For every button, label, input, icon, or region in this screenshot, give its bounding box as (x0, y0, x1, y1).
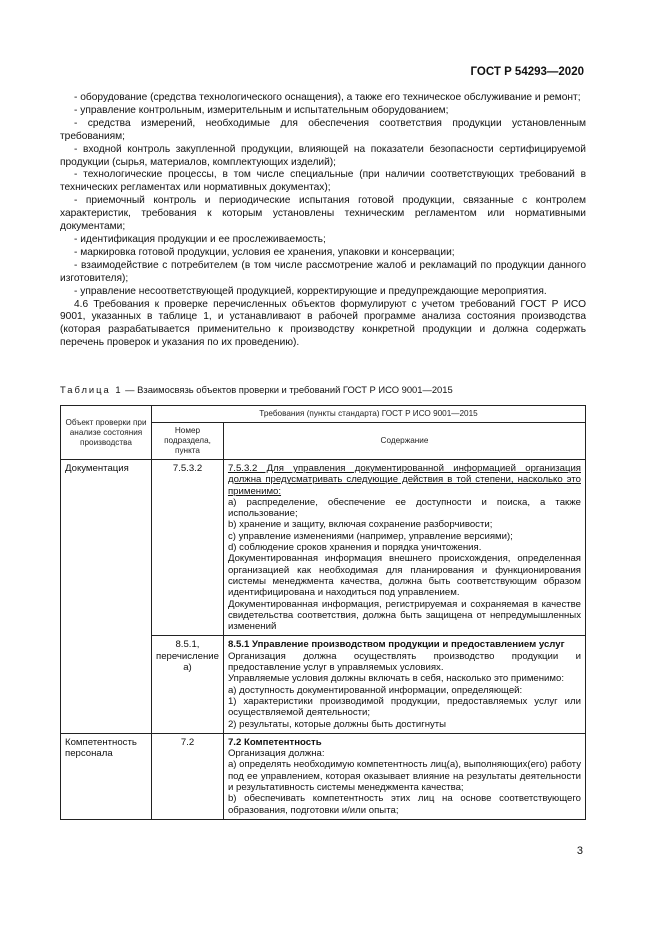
list-item: - приемочный контроль и периодические испытания готовой продукции, связанные с контролем характеристик, требования к которым установлены техническим регламентом или нормативными документами; (60, 195, 586, 233)
table-row (61, 733, 586, 819)
row-number: 7.2 (152, 733, 224, 819)
list-item: - технологические процессы, в том числе специальные (при наличии соответствующих требований в технических регламентах или нормативных документах); (60, 169, 586, 194)
list-item: - управление контрольным, измерительным и испытательным оборудованием; (74, 104, 449, 116)
content-line: а) доступность документированной информации, определяющей: (227, 684, 523, 696)
requirements-table (60, 405, 586, 820)
row-number: 8.5.1, перечисление а) (152, 636, 224, 733)
row-content (223, 636, 585, 733)
content-line: 1) характеристики производимой продукции, предоставляемых услуг или осуществляемой деятельности; (227, 695, 581, 719)
content-line: 7.2 Компетентность (227, 736, 322, 748)
header-number: Номер подраздела, пункта (152, 423, 224, 460)
row-content (223, 733, 585, 819)
content-line: 8.5.1 Управление производством продукции и предоставлением услуг (227, 639, 565, 651)
document-code: ГОСТ Р 54293—2020 (470, 66, 584, 78)
list-item: - маркировка готовой продукции, условия ее хранения, упаковки и консервации; (74, 246, 455, 258)
list-item: - управление несоответствующей продукцией, корректирующие и предупреждающие мероприятия. (74, 285, 547, 297)
list-item: - идентификация продукции и ее прослеживаемость; (74, 233, 326, 245)
header-requirements: Требования (пункты стандарта) ГОСТ Р ИСО 9001—2015 (152, 406, 586, 423)
body-text (60, 92, 586, 350)
content-line: c) управление изменениями (например, управление версиями); (227, 530, 513, 542)
header-content: Содержание (223, 423, 585, 460)
content-line: Документированная информация внешнего происхождения, определенная организацией как необходимая для планирования и функционирования системы менеджмента качества, должна быть соответствующим образом идентифицирована и находиться под управлением. (227, 553, 581, 599)
content-line: Организация должна: (227, 748, 325, 760)
content-line: a) распределение, обеспечение ее доступности и поиска, а также использование; (227, 496, 581, 520)
content-line: a) определять необходимую компетентность лиц(а), выполняющих(его) работу под ее управлением, которая оказывает влияние на результаты деятельности и результативность системы менеджмента качества; (227, 759, 581, 794)
list-item: - входной контроль закупленной продукции, влияющей на показатели безопасности сертифицируемой продукции (сырья, материалов, комплектующих изделий); (60, 143, 586, 168)
page-number: 3 (576, 845, 583, 857)
row-content (223, 460, 585, 636)
paragraph-4-6: 4.6 Требования к проверке перечисленных объектов формулируют с учетом требований ГОСТ Р ИСО 9001, указанных в таблице 1, и устанавливают в рабочей программе анализа состояния производства (которая разрабатывается применительно к производству конкретной продукции и должна содержать перечень проверок и указания по их проведению). (60, 298, 586, 349)
row-object: Компетентность персонала (61, 733, 152, 819)
table-caption-label: Таблица 1 (60, 384, 123, 395)
header-object: Объект проверки при анализе состояния производства (61, 406, 152, 460)
content-line: Управляемые условия должны включать в себя, насколько это применимо: (227, 673, 565, 685)
content-line: 7.5.3.2 Для управления документированной информацией организация должна предусматривать следующие действия в той степени, насколько это применимо: (227, 463, 581, 497)
table-caption-text: — Взаимосвязь объектов проверки и требований ГОСТ Р ИСО 9001—2015 (122, 384, 453, 395)
table-row (61, 460, 586, 636)
content-line: 2) результаты, которые должны быть достигнуты (227, 718, 447, 730)
list-item: - оборудование (средства технологического оснащения), а также его техническое обслуживание и ремонт; (74, 92, 581, 103)
content-line: d) соблюдение сроков хранения и порядка уничтожения. (227, 542, 482, 554)
table-caption (60, 384, 453, 395)
row-number: 7.5.3.2 (152, 460, 224, 636)
list-item: - взаимодействие с потребителем (в том числе рассмотрение жалоб и рекламаций по продукции данного изготовителя); (60, 259, 586, 284)
list-item: - средства измерений, необходимые для обеспечения соответствия продукции установленным требованиям; (60, 117, 586, 142)
row-object: Документация (61, 460, 152, 734)
content-line: Организация должна осуществлять производство продукции и предоставление услуг в управляемых условиях. (227, 650, 581, 674)
content-line: b) хранение и защиту, включая сохранение разборчивости; (227, 519, 493, 531)
content-line: b) обеспечивать компетентность этих лиц на основе соответствующего образования, подготовки и/или опыта; (227, 793, 581, 816)
content-line: Документированная информация, регистрируемая и сохраняемая в качестве свидетельства соответствия, должна быть защищена от непредумышленных изменений (227, 598, 581, 633)
